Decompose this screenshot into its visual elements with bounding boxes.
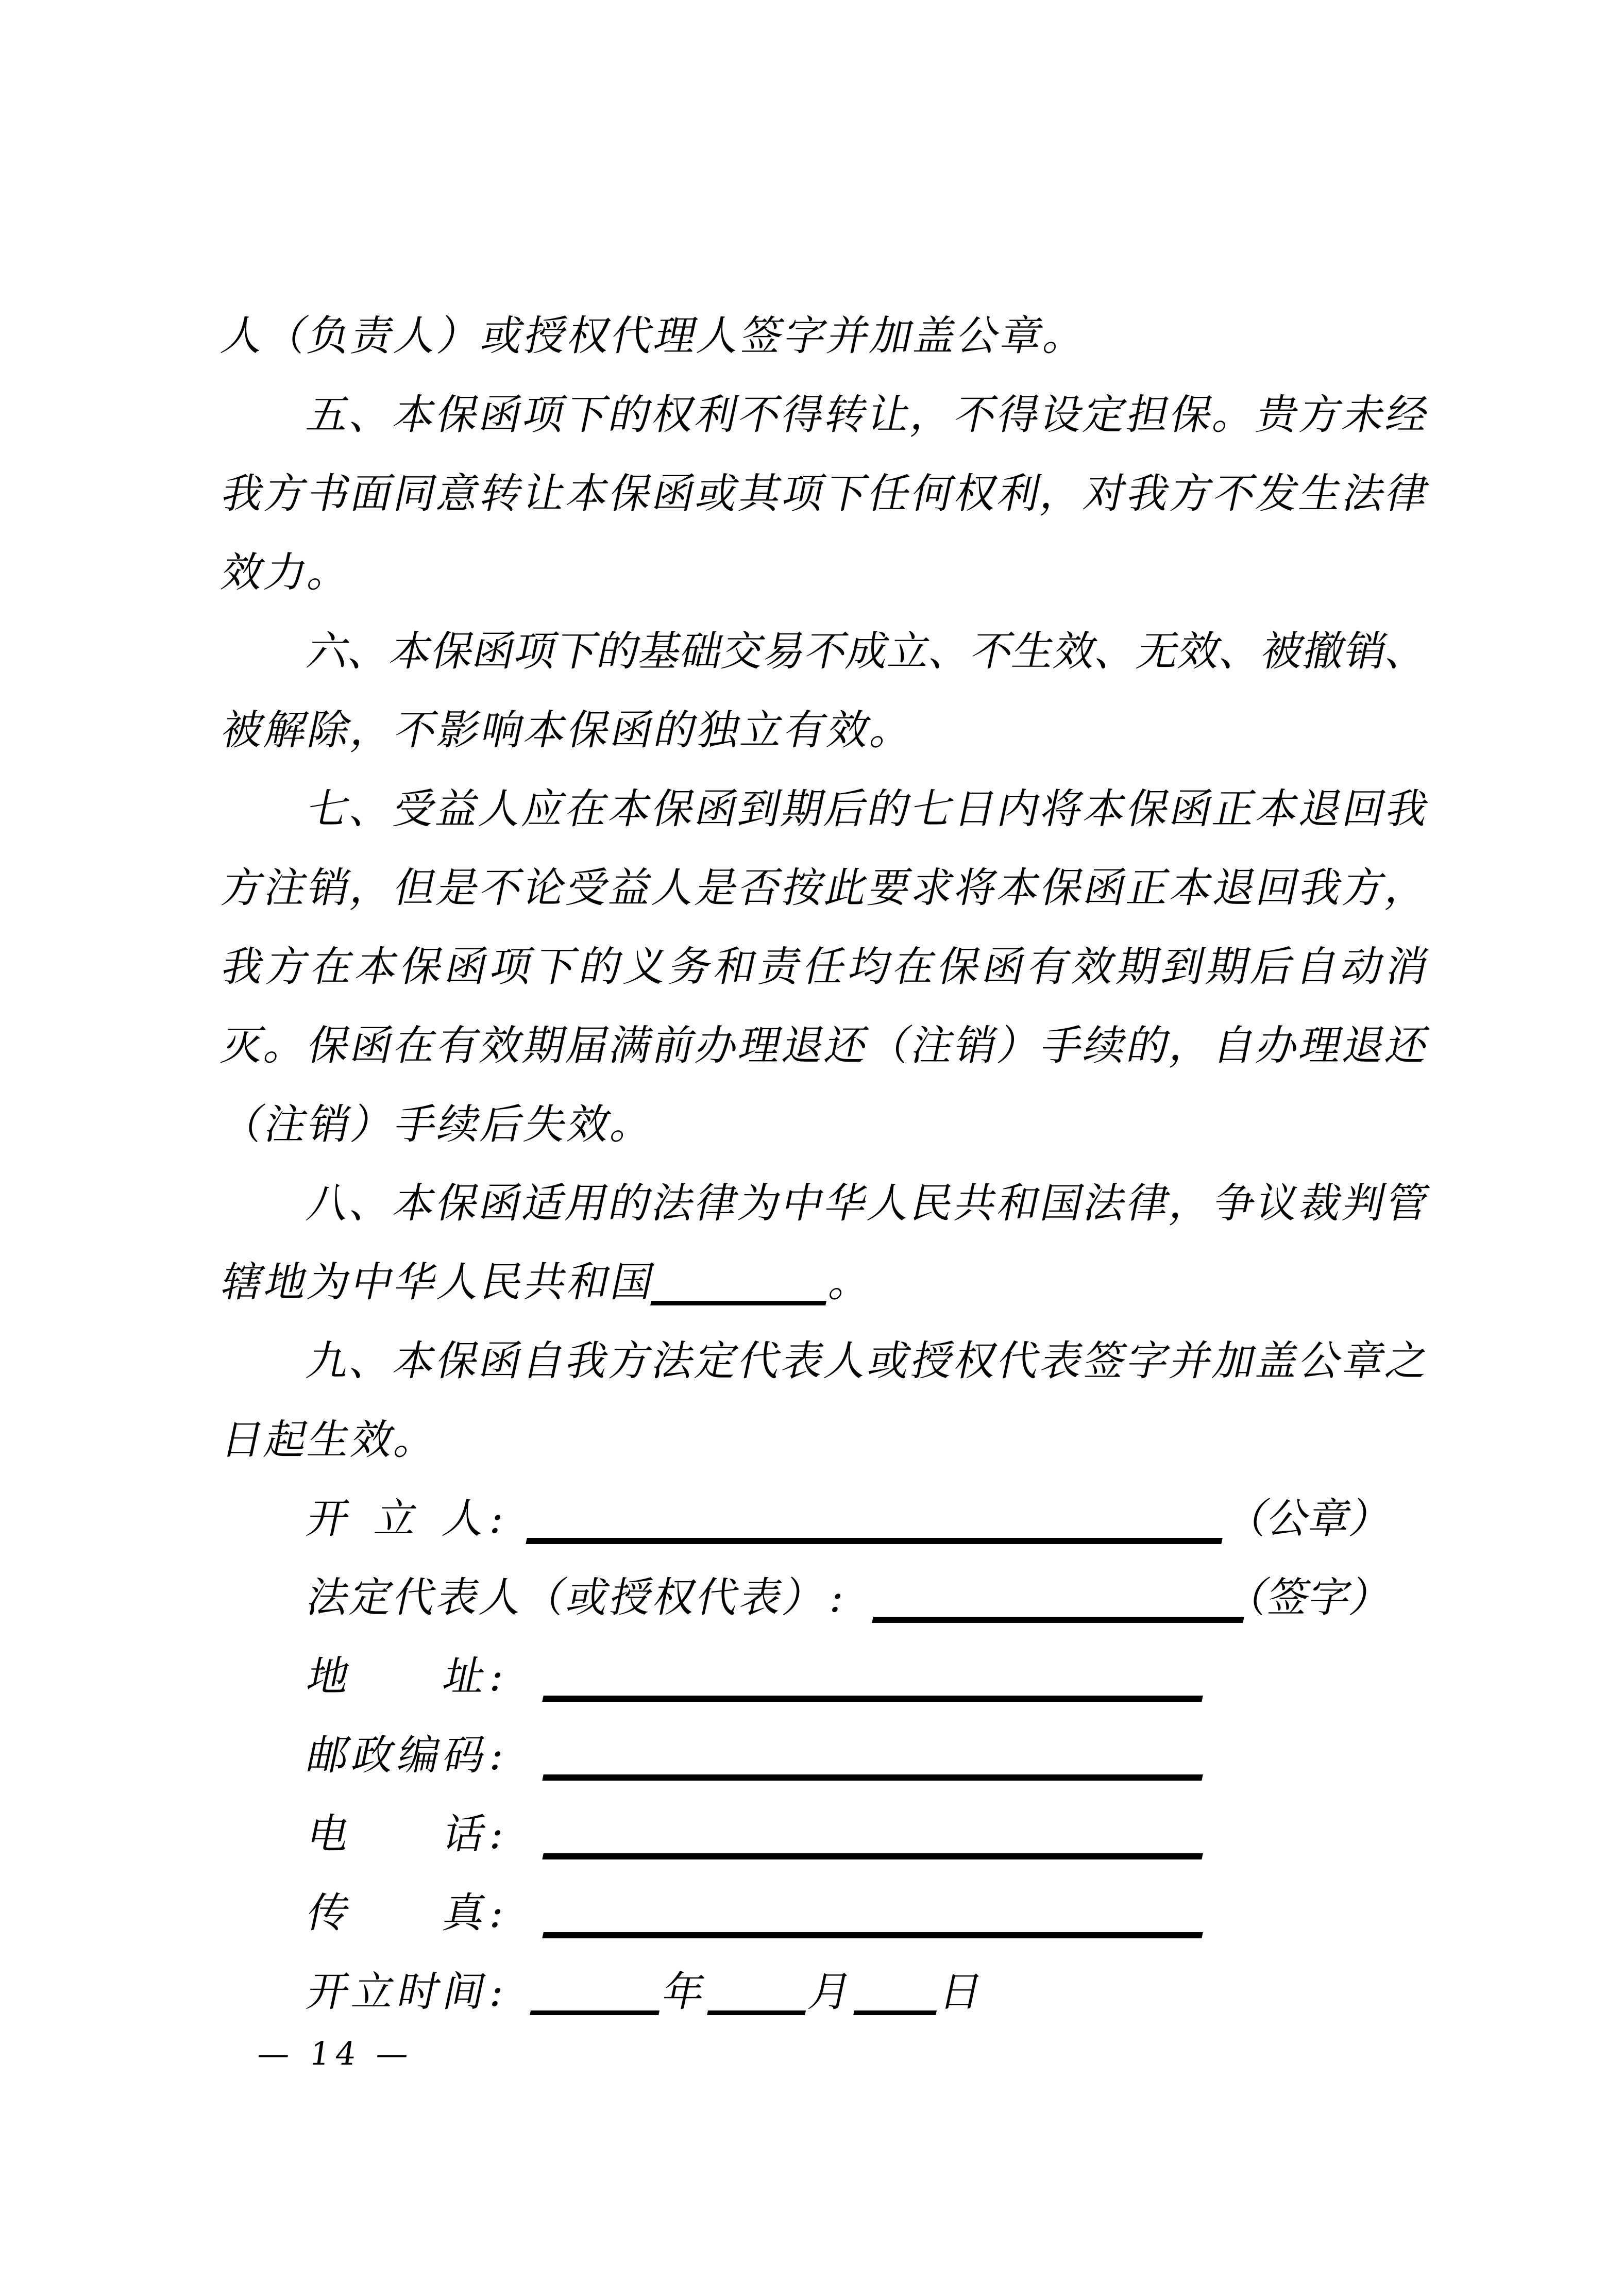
- signature-row-address: [216, 1648, 1519, 1705]
- page-number: — 14 —: [255, 2035, 416, 2072]
- paragraph-line: 方注销，但是不论受益人是否按此要求将本保函正本退回我方，: [217, 864, 1433, 912]
- label-char: 地: [302, 1652, 357, 1700]
- issue-date-blank-field-0: [530, 2010, 660, 2015]
- field-label-issuer: [302, 1490, 493, 1547]
- paragraph-line: 八、本保函适用的法律为中华人民共和国法律，争议裁判管: [302, 1179, 1433, 1227]
- date-unit-label: 日: [935, 1968, 989, 2016]
- label-char: 立: [370, 1495, 425, 1543]
- label-char: 电: [302, 1810, 357, 1858]
- label-char: 间: [438, 1968, 493, 2016]
- paragraph-line-with-blank: [216, 1254, 1434, 1311]
- label-char: 立: [348, 1968, 402, 2016]
- issue-date-blank-field-4: [853, 2010, 937, 2015]
- label-char: 开: [302, 1495, 357, 1543]
- signature-row-legal-representative: [216, 1569, 1519, 1626]
- field-label-legal-representative: 法定代表人（或授权代表）: [302, 1573, 833, 1621]
- label-char: 政: [348, 1731, 402, 1779]
- label-char: 址: [438, 1652, 493, 1700]
- label-char: 人: [438, 1495, 493, 1543]
- signature-row-issue-date: [216, 1964, 1519, 2020]
- signature-row-fax: [216, 1885, 1519, 1941]
- paragraph-text: 辖地为中华人民共和国: [217, 1258, 661, 1306]
- paragraph-line: 灭。保函在有效期届满前办理退还（注销）手续的，自办理退还: [217, 1021, 1433, 1069]
- label-colon: :: [485, 1731, 512, 1779]
- label-colon: :: [825, 1573, 852, 1621]
- paragraph-text: 。: [825, 1258, 879, 1306]
- paragraph-line: 被解除，不影响本保函的独立有效。: [217, 706, 920, 754]
- label-colon: :: [485, 1495, 512, 1543]
- paragraph-line: 六、本保函项下的基础交易不成立、不生效、无效、被撤销、: [302, 627, 1433, 675]
- paragraph-line: 效力。: [217, 548, 358, 596]
- paragraph-line: 日起生效。: [217, 1416, 444, 1464]
- paragraph-line: 我方书面同意转让本保函或其项下任何权利，对我方不发生法律: [217, 470, 1433, 517]
- postal-code-blank-field: [542, 1774, 1203, 1781]
- field-label-issue-date: [302, 1964, 493, 2020]
- legal-representative-blank-field: [872, 1617, 1244, 1623]
- label-colon: :: [485, 1968, 512, 2016]
- label-colon: :: [485, 1810, 512, 1858]
- label-char: 真: [438, 1889, 493, 1937]
- signature-row-telephone: [216, 1806, 1519, 1863]
- label-char: 编: [393, 1731, 447, 1779]
- signature-row-issuer: [216, 1490, 1519, 1547]
- telephone-blank-field: [542, 1853, 1203, 1859]
- issue-date-blank-field-2: [707, 2010, 806, 2015]
- label-char: 时: [393, 1968, 447, 2016]
- jurisdiction-blank-field: [650, 1301, 826, 1305]
- label-char: 话: [438, 1810, 493, 1858]
- address-blank-field: [542, 1696, 1203, 1702]
- sign-annotation: （签字）: [1222, 1573, 1397, 1621]
- signature-row-postal-code: [216, 1727, 1519, 1784]
- label-colon: :: [485, 1889, 512, 1937]
- label-char: 传: [302, 1889, 357, 1937]
- seal-annotation: （公章）: [1222, 1495, 1397, 1543]
- field-label-address: [302, 1648, 493, 1705]
- paragraph-line: 我方在本保函项下的义务和责任均在保函有效期到期后自动消: [217, 943, 1433, 991]
- paragraph-line: 七、受益人应在本保函到期后的七日内将本保函正本退回我: [302, 785, 1433, 833]
- label-char: 码: [438, 1731, 493, 1779]
- field-label-postal-code: [302, 1727, 493, 1784]
- field-label-fax: [302, 1885, 493, 1941]
- paragraph-line: 九、本保函自我方法定代表人或授权代表签字并加盖公章之: [302, 1337, 1433, 1385]
- label-char: 邮: [302, 1731, 357, 1779]
- label-colon: :: [485, 1652, 512, 1700]
- date-unit-label: 月: [804, 1968, 858, 2016]
- paragraph-line: （注销）手续后失效。: [217, 1100, 661, 1148]
- fax-blank-field: [542, 1932, 1203, 1938]
- paragraph-line: 五、本保函项下的权利不得转让，不得设定担保。贵方未经: [302, 391, 1433, 439]
- issuer-blank-field: [526, 1538, 1223, 1544]
- label-char: 开: [302, 1968, 357, 2016]
- paragraph-line: 人（负责人）或授权代理人签字并加盖公章。: [217, 312, 1093, 360]
- date-unit-label: 年: [658, 1968, 712, 2016]
- field-label-telephone: [302, 1806, 493, 1863]
